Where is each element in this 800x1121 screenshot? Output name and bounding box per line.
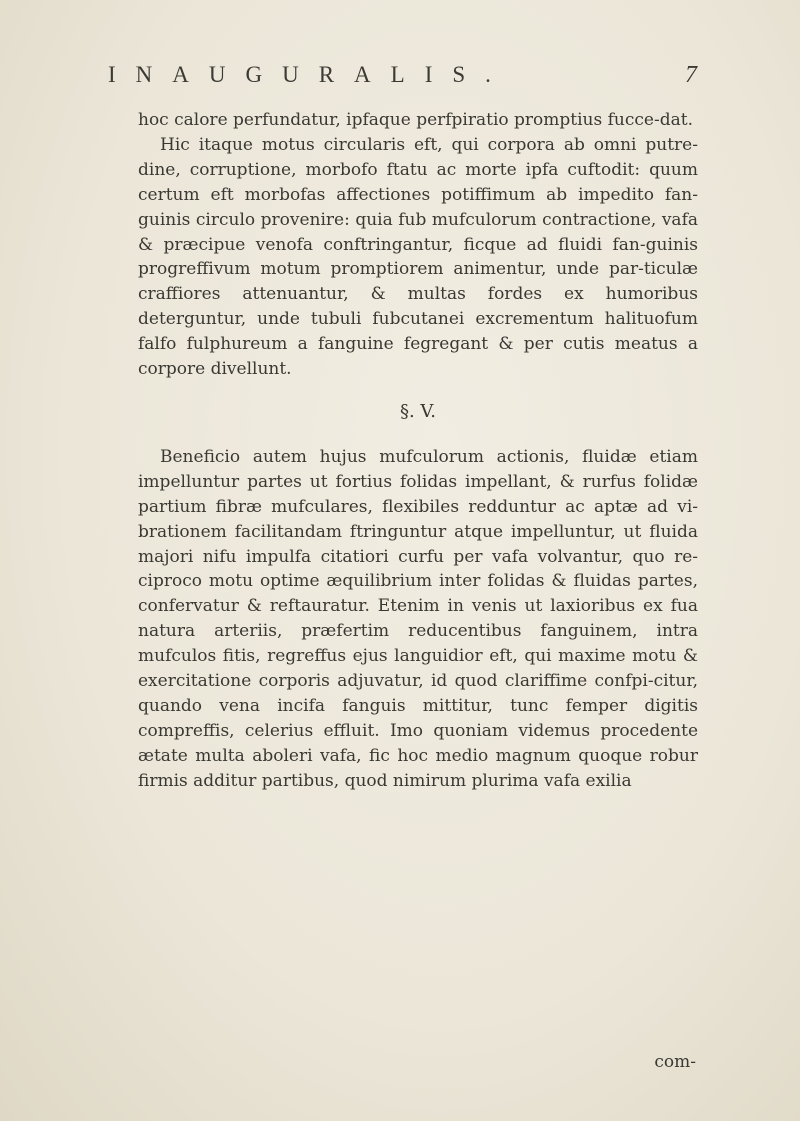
paragraph: Hic itaque motus circularis eft, qui corpora ab omni putre-dine, corruptione, morbofo ftatu ac morte ipfa cuftodit: quum certum eft morbofas affectiones potiffimum ab impedito fan-guinis circulo provenire: quia fub mufculorum contractione, vafa & præcipue venofa conftringantur, ficque ad fluidi fan-guinis progreffivum motum promptiorem animentur, unde par-ticulæ craffiores attenuantur, & multas fordes ex humoribus deterguntur, unde tubuli fubcutanei excrementum halituofum falfo fulphureum a fanguine fegregant & per cutis meatus a corpore divellunt. [138,134,698,380]
catchword: com- [654,1052,696,1072]
section-heading: §. V. [399,400,437,422]
running-title: INAUGURALIS. [108,62,511,87]
paragraph-continuation: hoc calore perfundatur, ipfaque perfpiratio promptius fucce-dat. [138,110,693,130]
page-number: 7 [685,62,698,88]
page-header [108,62,698,102]
paragraph: Beneficio autem hujus mufculorum actionis, fluidæ etiam impelluntur partes ut fortius folidas impellant, & rurfus folidæ partium fibræ mufculares, flexibiles redduntur ac aptæ ad vi-brationem facilitandam ftringuntur atque impelluntur, ut fluida majori nifu impulfa citatiori curfu per vafa volvantur, quo re-ciproco motu optime æquilibrium inter folidas & fluidas partes, confervatur & reftauratur. Etenim in venis ut laxioribus ex fua natura arteriis, præfertim reducentibus fanguinem, intra mufculos fitis, regreffus ejus languidior eft, qui maxime motu & exercitatione corporis adjuvatur, id quod clariffime confpi-citur, quando vena incifa fanguis mittitur, tunc femper digitis compreffis, celerius effluit. Imo quoniam videmus procedente ætate multa aboleri vafa, fic hoc medio magnum quoque robur firmis additur partibus, quod nimirum plurima vafa exilia [138,446,698,791]
body-text [138,108,698,794]
